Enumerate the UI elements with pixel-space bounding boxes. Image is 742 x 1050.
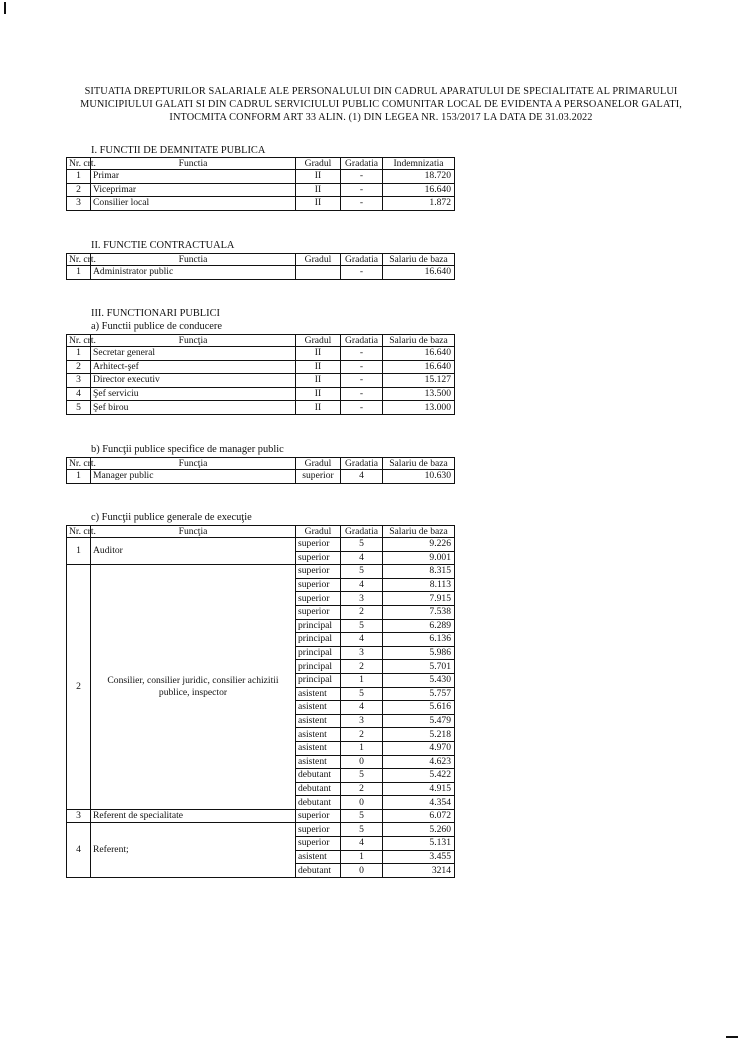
cell-gradul: debutant	[296, 782, 341, 796]
cell-nr: 1	[67, 538, 91, 565]
cell-valoare: 16.640	[383, 347, 455, 361]
cell-valoare: 10.630	[383, 470, 455, 484]
cell-gradul: principal	[296, 660, 341, 674]
section-heading-3a: a) Functii publice de conducere	[91, 321, 222, 332]
cell-nr: 1	[67, 266, 91, 280]
table-row	[67, 823, 455, 837]
cell-gradul: II	[296, 347, 341, 361]
section-heading-3: III. FUNCTIONARI PUBLICI	[91, 308, 221, 319]
scan-mark-bottom	[726, 1036, 738, 1038]
cell-gradul: asistent	[296, 687, 341, 701]
table-demnitate-publica	[66, 157, 455, 211]
cell-gradatia: -	[341, 374, 383, 388]
header-functia: Funcţia	[91, 335, 296, 347]
cell-gradul: superior	[296, 605, 341, 619]
cell-nr: 1	[67, 170, 91, 184]
cell-nr: 3	[67, 197, 91, 211]
table-body	[67, 170, 455, 211]
header-nr: Nr. crt.	[67, 526, 91, 538]
cell-functia: Viceprimar	[91, 183, 296, 197]
cell-gradatia: 5	[341, 769, 383, 783]
cell-nr: 3	[67, 809, 91, 823]
cell-valoare: 1.872	[383, 197, 455, 211]
cell-gradul: debutant	[296, 769, 341, 783]
cell-gradul: II	[296, 183, 341, 197]
cell-nr: 1	[67, 347, 91, 361]
cell-valoare: 8.315	[383, 565, 455, 579]
cell-functia: Primar	[91, 170, 296, 184]
cell-functia: Auditor	[91, 538, 296, 565]
cell-gradatia: -	[341, 387, 383, 401]
cell-valoare: 16.640	[383, 183, 455, 197]
header-gradul: Gradul	[296, 458, 341, 470]
cell-gradul: asistent	[296, 850, 341, 864]
header-salariu: Salariu de baza	[383, 458, 455, 470]
section-heading-3c: c) Funcţii publice generale de execuţie	[91, 512, 252, 523]
cell-valoare: 3214	[383, 864, 455, 878]
cell-valoare: 7.915	[383, 592, 455, 606]
table-row	[67, 809, 455, 823]
cell-nr: 2	[67, 360, 91, 374]
header-nr: Nr. crt.	[67, 458, 91, 470]
table-manager-public	[66, 457, 455, 484]
table-row	[67, 183, 455, 197]
cell-gradul: debutant	[296, 796, 341, 810]
cell-gradatia: 0	[341, 755, 383, 769]
cell-gradul: II	[296, 170, 341, 184]
cell-gradatia: 2	[341, 605, 383, 619]
cell-gradatia: 4	[341, 551, 383, 565]
cell-functia: Arhitect-şef	[91, 360, 296, 374]
cell-gradul: II	[296, 374, 341, 388]
cell-valoare: 5.260	[383, 823, 455, 837]
cell-valoare: 5.131	[383, 837, 455, 851]
cell-functia: Director executiv	[91, 374, 296, 388]
cell-gradul	[296, 266, 341, 280]
cell-valoare: 16.640	[383, 266, 455, 280]
table-row	[67, 266, 455, 280]
cell-nr: 2	[67, 565, 91, 810]
cell-gradul: superior	[296, 551, 341, 565]
cell-gradatia: 0	[341, 864, 383, 878]
cell-gradul: superior	[296, 470, 341, 484]
cell-gradatia: 4	[341, 633, 383, 647]
cell-valoare: 5.218	[383, 728, 455, 742]
cell-valoare: 5.479	[383, 714, 455, 728]
cell-valoare: 5.701	[383, 660, 455, 674]
cell-nr: 5	[67, 401, 91, 415]
cell-valoare: 9.001	[383, 551, 455, 565]
table-row	[67, 565, 455, 579]
cell-gradul: superior	[296, 837, 341, 851]
section-heading-1: I. FUNCTII DE DEMNITATE PUBLICA	[91, 145, 266, 156]
cell-gradatia: 1	[341, 850, 383, 864]
cell-gradatia: 1	[341, 741, 383, 755]
header-nr: Nr. crt.	[67, 335, 91, 347]
cell-functia: Referent;	[91, 823, 296, 877]
cell-valoare: 5.616	[383, 701, 455, 715]
table-body	[67, 538, 455, 878]
cell-valoare: 3.455	[383, 850, 455, 864]
cell-gradul: principal	[296, 673, 341, 687]
cell-gradatia: 3	[341, 714, 383, 728]
table-row	[67, 360, 455, 374]
cell-valoare: 13.000	[383, 401, 455, 415]
cell-nr: 1	[67, 470, 91, 484]
header-functia: Funcţia	[91, 526, 296, 538]
cell-valoare: 5.986	[383, 646, 455, 660]
header-gradul: Gradul	[296, 335, 341, 347]
cell-gradatia: 4	[341, 837, 383, 851]
cell-functia: Manager public	[91, 470, 296, 484]
section-heading-2: II. FUNCTIE CONTRACTUALA	[91, 240, 235, 251]
cell-valoare: 8.113	[383, 578, 455, 592]
cell-gradul: II	[296, 197, 341, 211]
cell-gradul: II	[296, 387, 341, 401]
cell-gradul: superior	[296, 823, 341, 837]
table-functie-contractuala	[66, 253, 455, 280]
cell-gradatia: 4	[341, 701, 383, 715]
cell-gradatia: 4	[341, 470, 383, 484]
cell-gradul: asistent	[296, 714, 341, 728]
header-gradatia: Gradatia	[341, 254, 383, 266]
cell-gradul: principal	[296, 646, 341, 660]
cell-gradatia: -	[341, 197, 383, 211]
cell-valoare: 15.127	[383, 374, 455, 388]
header-gradatia: Gradatia	[341, 458, 383, 470]
cell-gradatia: 5	[341, 823, 383, 837]
cell-gradatia: -	[341, 360, 383, 374]
table-functii-executie	[66, 525, 455, 878]
cell-gradul: asistent	[296, 701, 341, 715]
cell-gradul: superior	[296, 578, 341, 592]
cell-valoare: 16.640	[383, 360, 455, 374]
cell-nr: 4	[67, 387, 91, 401]
cell-valoare: 5.422	[383, 769, 455, 783]
header-functia: Funcţia	[91, 458, 296, 470]
cell-valoare: 7.538	[383, 605, 455, 619]
cell-nr: 4	[67, 823, 91, 877]
cell-valoare: 6.136	[383, 633, 455, 647]
cell-gradul: asistent	[296, 755, 341, 769]
header-functia: Functia	[91, 158, 296, 170]
cell-functia: Secretar general	[91, 347, 296, 361]
cell-gradatia: -	[341, 347, 383, 361]
cell-gradatia: -	[341, 170, 383, 184]
table-body	[67, 470, 455, 484]
header-gradatia: Gradatia	[341, 526, 383, 538]
cell-valoare: 4.915	[383, 782, 455, 796]
header-nr: Nr. crt.	[67, 158, 91, 170]
header-gradatia: Gradatia	[341, 335, 383, 347]
cell-valoare: 18.720	[383, 170, 455, 184]
cell-gradul: asistent	[296, 741, 341, 755]
table-row	[67, 401, 455, 415]
cell-valoare: 5.430	[383, 673, 455, 687]
scan-mark-top	[4, 2, 6, 14]
cell-gradatia: -	[341, 401, 383, 415]
header-gradul: Gradul	[296, 254, 341, 266]
cell-gradatia: 5	[341, 538, 383, 552]
table-row	[67, 170, 455, 184]
cell-gradul: II	[296, 360, 341, 374]
header-gradatia: Gradatia	[341, 158, 383, 170]
header-gradul: Gradul	[296, 526, 341, 538]
table-body	[67, 347, 455, 415]
cell-functia: Şef birou	[91, 401, 296, 415]
cell-nr: 3	[67, 374, 91, 388]
cell-valoare: 4.623	[383, 755, 455, 769]
cell-gradul: superior	[296, 565, 341, 579]
cell-valoare: 13.500	[383, 387, 455, 401]
cell-functia: Consilier local	[91, 197, 296, 211]
table-row	[67, 538, 455, 552]
cell-valoare: 5.757	[383, 687, 455, 701]
cell-functia: Referent de specialitate	[91, 809, 296, 823]
cell-gradatia: 3	[341, 646, 383, 660]
cell-gradatia: 1	[341, 673, 383, 687]
document-title: SITUATIA DREPTURILOR SALARIALE ALE PERSONALULUI DIN CADRUL APARATULUI DE SPECIALITATE AL PRIMARULUI MUNICIPIULUI GALATI SI DIN CADRUL SERVICIULUI PUBLIC COMUNITAR LOCAL DE EVIDENTA A PERSOANELOR GALATI, INTOCMITA CONFORM ART 33 ALIN. (1) DIN LEGEA NR. 153/2017 LA DATA DE 31.03.2022	[80, 86, 682, 123]
cell-gradatia: 2	[341, 782, 383, 796]
cell-gradatia: 4	[341, 578, 383, 592]
table-row	[67, 387, 455, 401]
cell-gradul: principal	[296, 633, 341, 647]
cell-gradul: superior	[296, 538, 341, 552]
header-indemnizatia: Indemnizatia	[383, 158, 455, 170]
table-row	[67, 347, 455, 361]
table-row	[67, 470, 455, 484]
cell-functia: Şef serviciu	[91, 387, 296, 401]
cell-gradul: II	[296, 401, 341, 415]
cell-gradul: principal	[296, 619, 341, 633]
table-row	[67, 374, 455, 388]
cell-valoare: 4.354	[383, 796, 455, 810]
cell-gradatia: 5	[341, 809, 383, 823]
cell-valoare: 6.072	[383, 809, 455, 823]
cell-gradatia: -	[341, 266, 383, 280]
cell-gradul: superior	[296, 809, 341, 823]
table-functii-conducere	[66, 334, 455, 415]
header-salariu: Salariu de baza	[383, 526, 455, 538]
cell-gradul: asistent	[296, 728, 341, 742]
cell-valoare: 6.289	[383, 619, 455, 633]
header-salariu: Salariu de baza	[383, 254, 455, 266]
cell-functia: Consilier, consilier juridic, consilier achizitii publice, inspector	[91, 565, 296, 810]
cell-gradatia: 2	[341, 660, 383, 674]
cell-gradatia: 5	[341, 687, 383, 701]
cell-gradatia: 3	[341, 592, 383, 606]
section-heading-3b: b) Funcţii publice specifice de manager public	[91, 444, 284, 455]
table-row	[67, 197, 455, 211]
header-nr: Nr. crt.	[67, 254, 91, 266]
cell-nr: 2	[67, 183, 91, 197]
cell-gradatia: 0	[341, 796, 383, 810]
header-gradul: Gradul	[296, 158, 341, 170]
cell-gradul: superior	[296, 592, 341, 606]
cell-valoare: 4.970	[383, 741, 455, 755]
cell-gradul: debutant	[296, 864, 341, 878]
cell-gradatia: 5	[341, 619, 383, 633]
header-salariu: Salariu de baza	[383, 335, 455, 347]
cell-valoare: 9.226	[383, 538, 455, 552]
header-functia: Functia	[91, 254, 296, 266]
cell-functia: Administrator public	[91, 266, 296, 280]
table-body	[67, 266, 455, 280]
cell-gradatia: 5	[341, 565, 383, 579]
cell-gradatia: 2	[341, 728, 383, 742]
cell-gradatia: -	[341, 183, 383, 197]
